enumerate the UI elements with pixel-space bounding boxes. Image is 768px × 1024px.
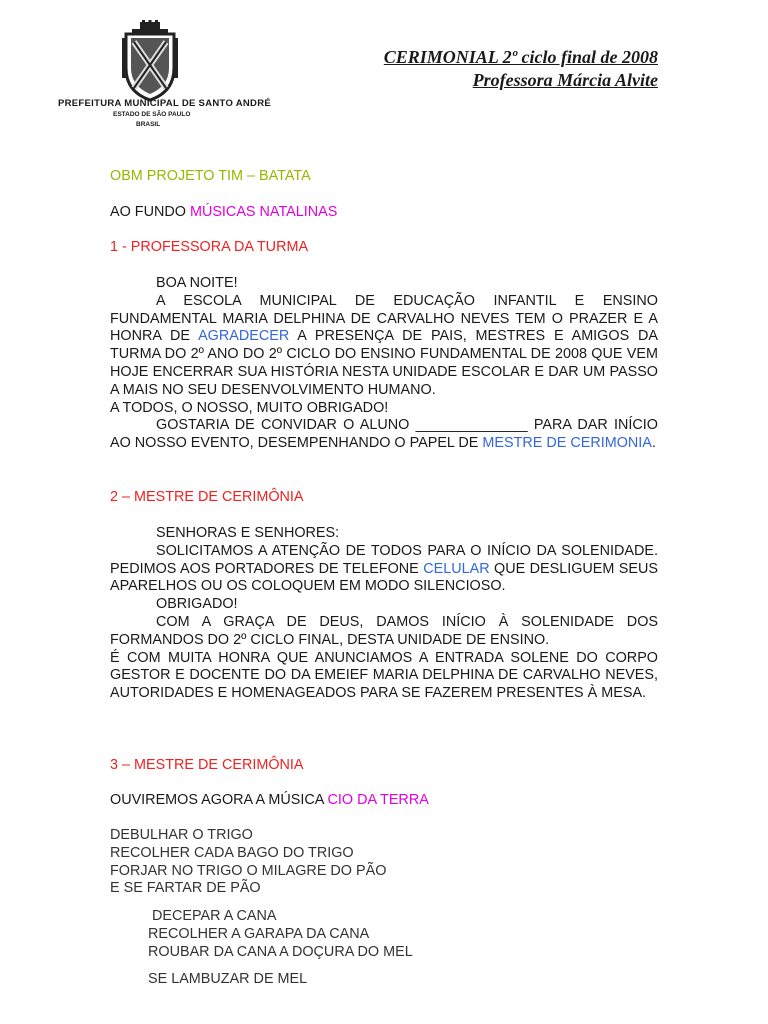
section1-greeting: BOA NOITE! [156, 275, 238, 291]
state-name: ESTADO DE SÃO PAULO [113, 111, 191, 118]
section2-heading: 2 – MESTRE DE CERIMÔNIA [110, 489, 304, 505]
lyrics-verse-3: SE LAMBUZAR DE MEL [148, 971, 308, 987]
intro-obm: OBM PROJETO TIM – BATATA [110, 168, 311, 184]
city-hall-name: PREFEITURA MUNICIPAL DE SANTO ANDRÉ [58, 98, 272, 109]
section2-paragraph1 [110, 543, 658, 596]
section1-p2-text-a: GOSTARIA DE CONVIDAR O ALUNO ______________ PARA DAR INÍCIO AO NOSSO EVENTO, DESEMPENHANDO O PAPEL DE [110, 417, 658, 452]
section2-greeting: SENHORAS E SENHORES: [156, 525, 340, 541]
document-author: Professora Márcia Alvite [472, 70, 658, 90]
section2-thanks: OBRIGADO! [156, 596, 238, 613]
section2-paragraph2: COM A GRAÇA DE DEUS, DAMOS INÍCIO À SOLENIDADE DOS FORMANDOS DO 2º CICLO FINAL, DESTA UNIDADE DE ENSINO. [110, 613, 658, 648]
document-title: CERIMONIAL 2º ciclo final de 2008 [383, 47, 658, 67]
document-title-block [384, 46, 658, 92]
country-name: BRASIL [136, 121, 161, 128]
section2-p1-highlight: CELULAR [423, 560, 490, 577]
lyric-line: DECEPAR A CANA [152, 908, 277, 924]
section1-p1-highlight: AGRADECER [198, 328, 290, 345]
section2-paragraph3: É COM MUITA HONRA QUE ANUNCIAMOS A ENTRADA SOLENE DO CORPO GESTOR E DOCENTE DO DA EMEIEF MARIA DELPHINA DE CARVALHO NEVES, AUTORIDADES E HOMENAGEADOS PARA SE FAZEREM PRESENTES À MESA. [110, 649, 658, 702]
section1-body [110, 275, 658, 453]
section1-p2-text-b: . [651, 435, 656, 452]
intro-fundo-prefix: AO FUNDO [110, 204, 190, 220]
lyrics-verse-2 [148, 908, 658, 961]
section1-p2-highlight: MESTRE DE CERIMONIA [482, 435, 652, 452]
section3-music [110, 792, 658, 810]
lyric-line: FORJAR NO TRIGO O MILAGRE DO PÃO [110, 862, 387, 879]
section1-paragraph1 [110, 293, 658, 400]
section1-thanks: A TODOS, O NOSSO, MUITO OBRIGADO! [110, 399, 389, 416]
intro-fundo-highlight: MÚSICAS NATALINAS [189, 204, 338, 220]
municipal-crest-icon [118, 20, 182, 102]
section2-body [110, 525, 658, 703]
intro-background-music [110, 204, 658, 222]
section2-p1-text-a: SOLICITAMOS A ATENÇÃO DE TODOS PARA O INÍCIO DA SOLENIDADE. PEDIMOS AOS PORTADORES DE TELEFONE [110, 542, 658, 577]
lyrics-verse-1 [110, 827, 658, 898]
section3-music-title: CIO DA TERRA [327, 792, 429, 808]
lyric-line: RECOLHER CADA BAGO DO TRIGO [110, 844, 354, 861]
section1-heading: 1 - PROFESSORA DA TURMA [110, 239, 309, 255]
section2-p1-text-b: QUE DESLIGUEM SEUS APARELHOS OU OS COLOQUEM EM MODO SILENCIOSO. [110, 560, 658, 595]
section1-p1-text-b: A PRESENÇA DE PAIS, MESTRES E AMIGOS DA TURMA DO 2º ANO DO 2º CICLO DO ENSINO FUNDAMENTAL DE 2008 QUE VEM HOJE ENCERRAR SUA HISTÓRIA NESTA UNIDADE ESCOLAR E DAR UM PASSO A MAIS NO SEU DESENVOLVIMENTO HUMANO. [110, 328, 658, 398]
section3-heading: 3 – MESTRE DE CERIMÔNIA [110, 757, 304, 773]
lyric-line: ROUBAR DA CANA A DOÇURA DO MEL [148, 943, 413, 960]
section3-music-prefix: OUVIREMOS AGORA A MÚSICA [110, 792, 328, 808]
lyric-line: RECOLHER A GARAPA DA CANA [148, 925, 370, 942]
lyric-line: DEBULHAR O TRIGO [110, 827, 253, 843]
section1-paragraph2 [110, 417, 658, 453]
section1-p1-text-a: A ESCOLA MUNICIPAL DE EDUCAÇÃO INFANTIL E ENSINO FUNDAMENTAL MARIA DELPHINA DE CARVALHO NEVES TEM O PRAZER E A HONRA DE [110, 292, 658, 345]
lyric-line: E SE FARTAR DE PÃO [110, 880, 261, 897]
